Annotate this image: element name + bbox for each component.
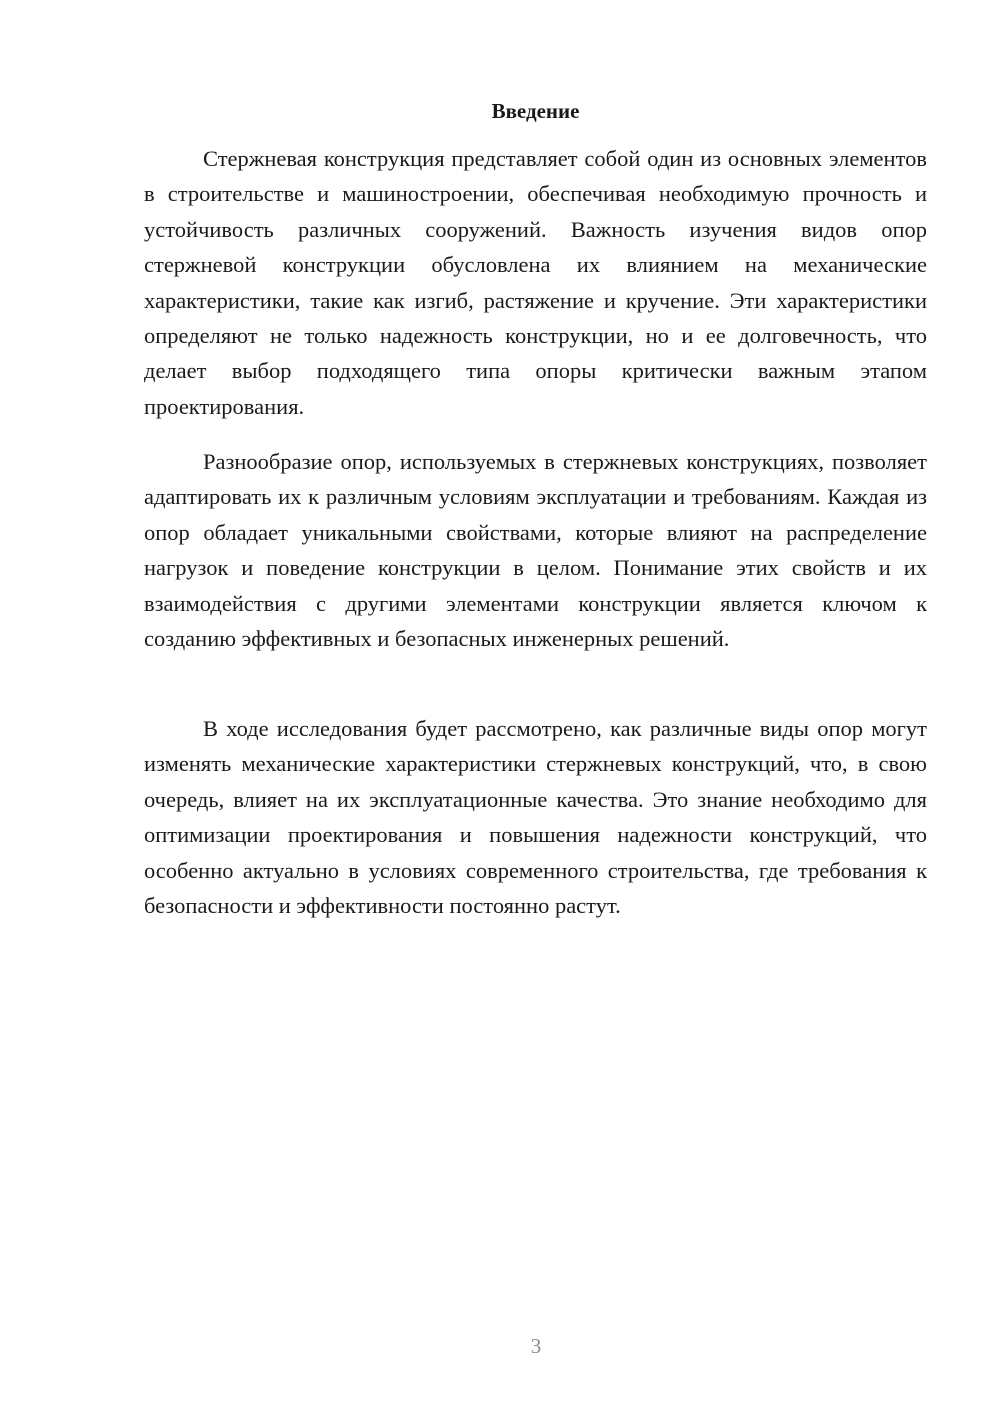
page-number: 3: [530, 1334, 542, 1358]
paragraph-1: Стержневая конструкция представляет собой один из основных элементов в строительстве и машиностроении, обеспечивая необходимую прочность и устойчивость различных сооружений. Важность изучения видов опор стержневой конструкции обусловлена их влиянием на механические характеристики, такие как изгиб, растяжение и кручение. Эти характеристики определяют не только надежность конструкции, но и ее долговечность, что делает выбор подходящего типа опоры критически важным этапом проектирования.: [144, 146, 927, 419]
paragraph-2: Разнообразие опор, используемых в стержневых конструкциях, позволяет адаптировать их к различным условиям эксплуатации и требованиям. Каждая из опор обладает уникальными свойствами, которые влияют на распределение нагрузок и поведение конструкции в целом. Понимание этих свойств и их взаимодействия с другими элементами конструкции является ключом к созданию эффективных и безопасных инженерных решений.: [144, 449, 927, 652]
paragraph-3: В ходе исследования будет рассмотрено, как различные виды опор могут изменять механические характеристики стержневых конструкций, что, в свою очередь, влияет на их эксплуатационные качества. Это знание необходимо для оптимизации проектирования и повышения надежности конструкций, что особенно актуально в условиях современного строительства, где требования к безопасности и эффективности постоянно растут.: [144, 716, 927, 919]
section-heading: Введение: [491, 99, 580, 123]
